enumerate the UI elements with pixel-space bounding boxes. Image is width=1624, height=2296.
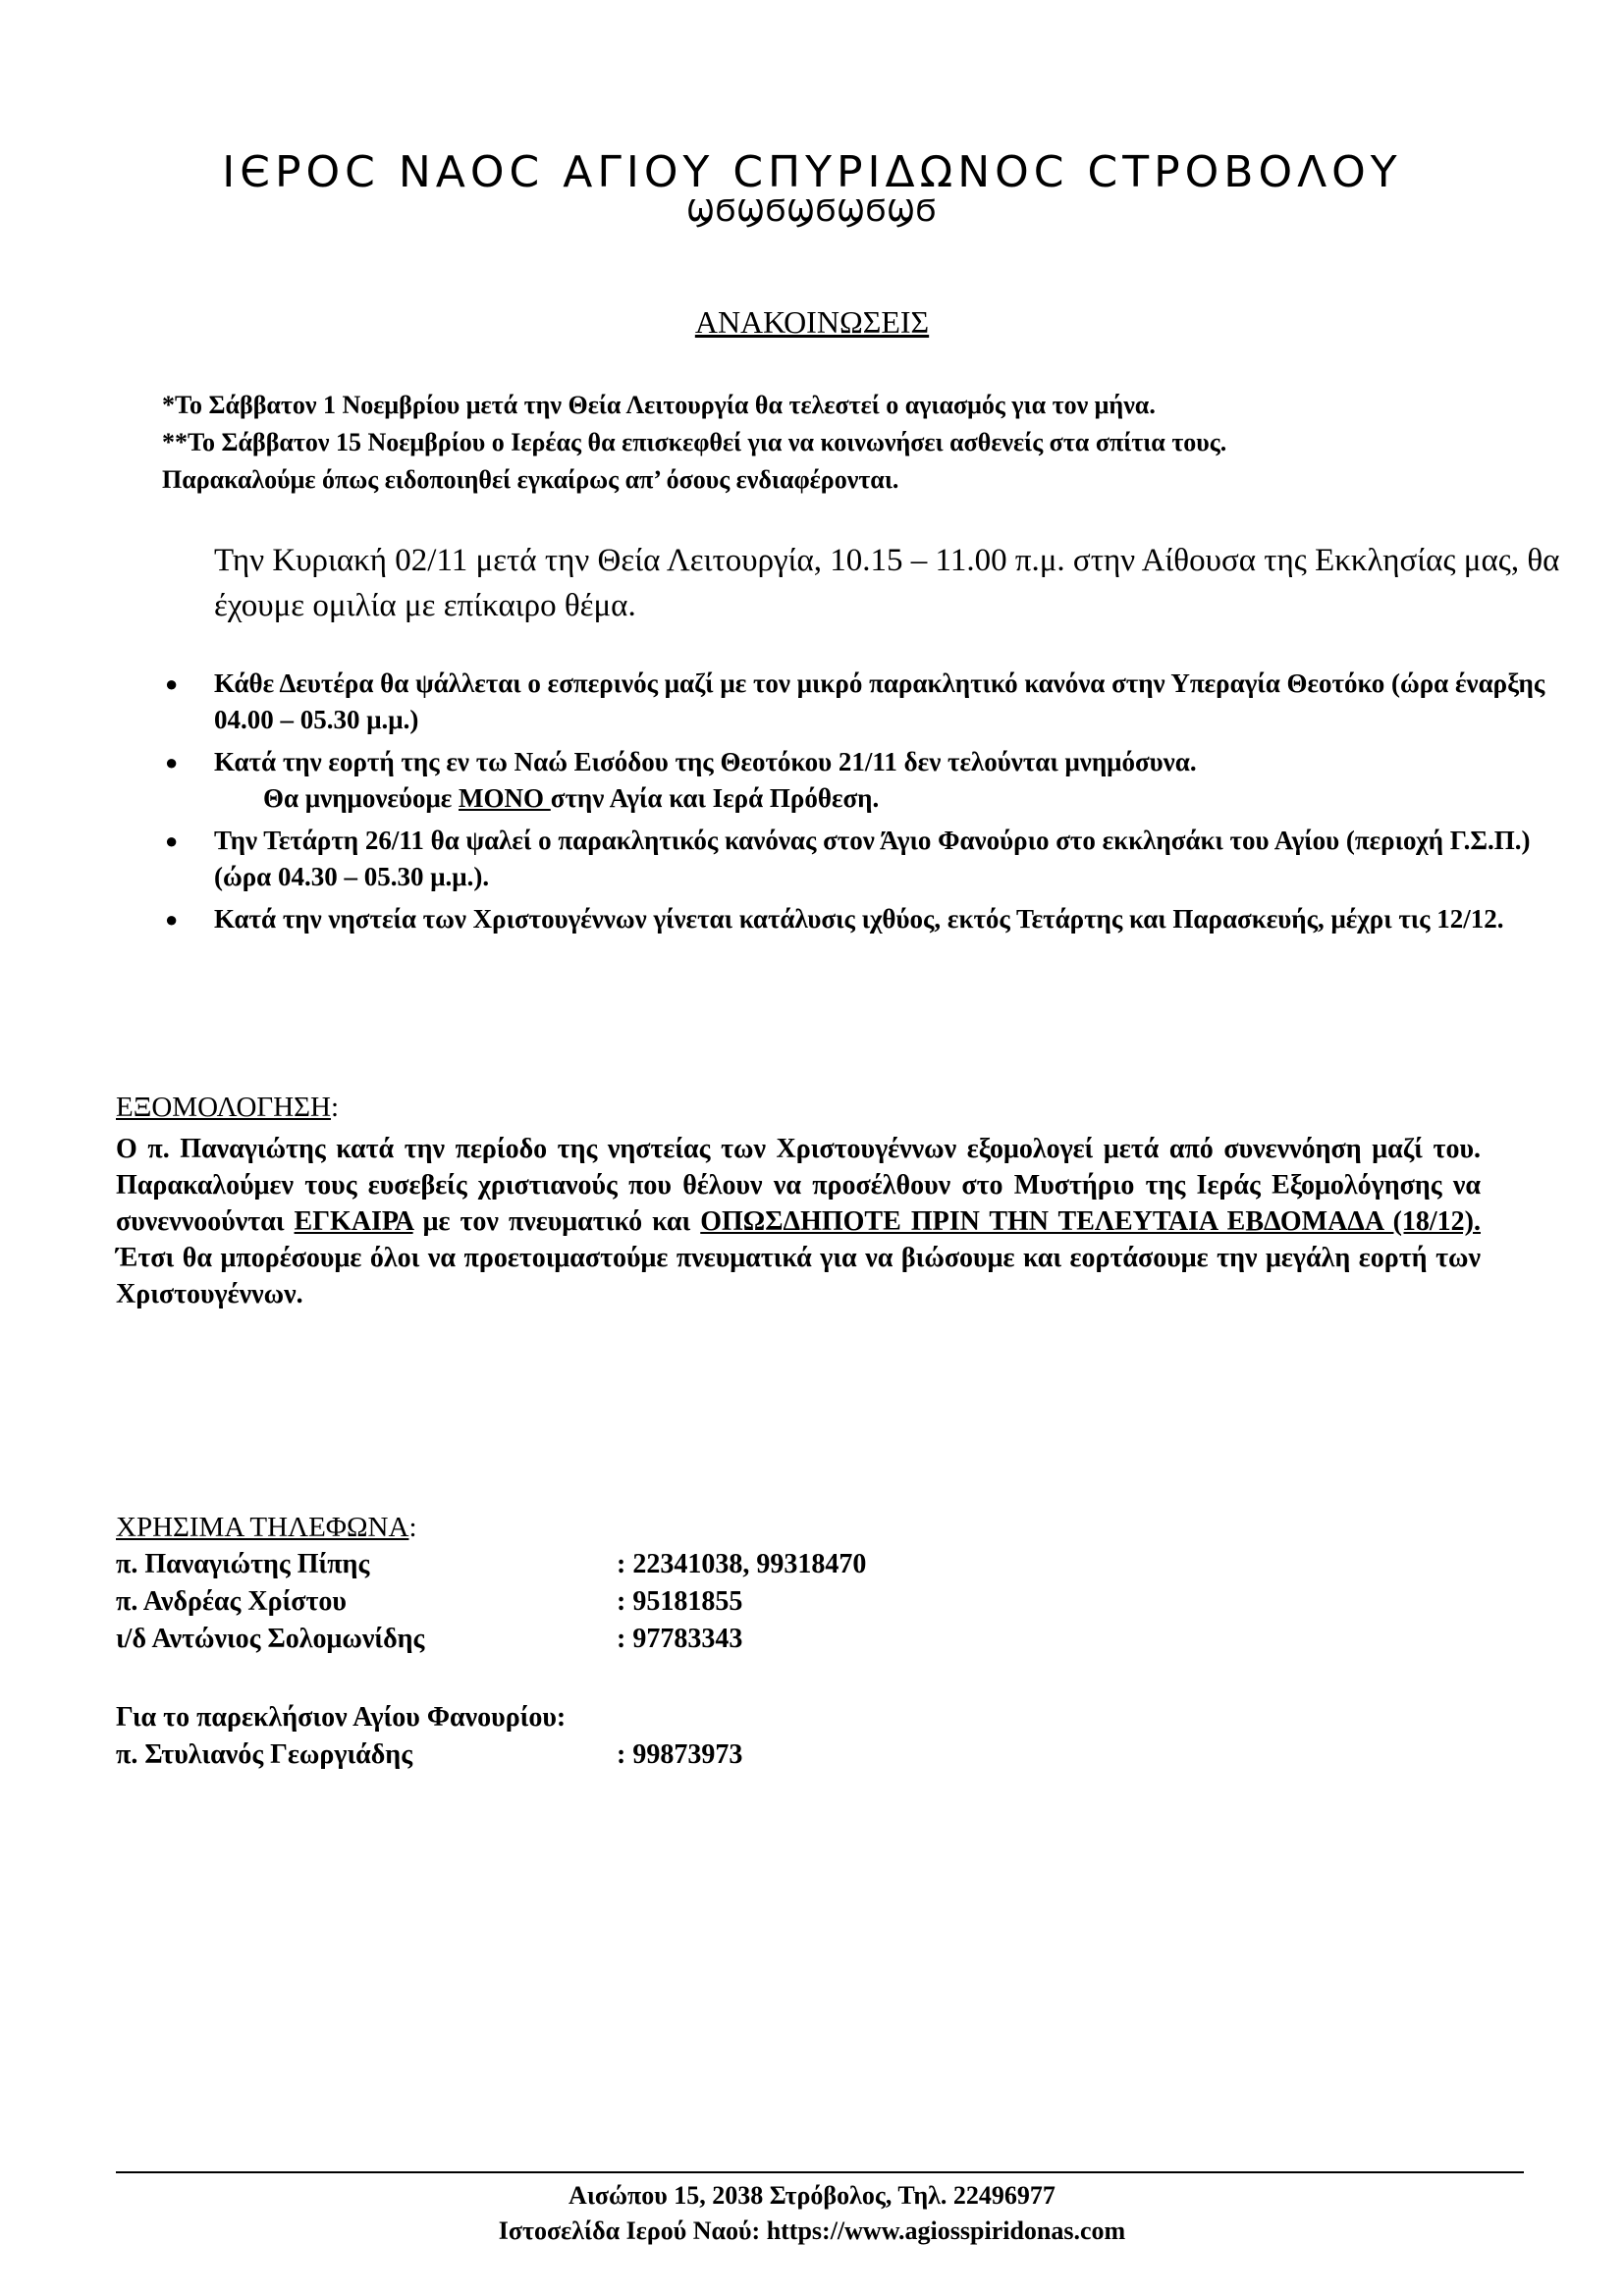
lecture-announcement: Την Κυριακή 02/11 μετά την Θεία Λειτουργία, 10.15 – 11.00 π.μ. στην Αίθουσα της Εκκλησίας μας, θα έχουμε ομιλία με επίκαιρο θέμα. [214, 543, 1560, 623]
footer-divider [116, 2171, 1524, 2173]
list-item [157, 744, 1571, 817]
memorial-text-pre: Θα μνημονεύομε [263, 783, 460, 813]
contact-number: : 99873973 [617, 1739, 743, 1770]
note-line-2: **Το Σάββατον 15 Νοεμβρίου ο Ιερέας θα επισκεφθεί για να κοινωνήσει ασθενείς στα σπίτια τους. [162, 428, 1227, 456]
memorial-text-post: στην Αγία και Ιερά Πρόθεση. [550, 783, 880, 813]
footer-address: Αισώπου 15, 2038 Στρόβολος, Τηλ. 22496977 [568, 2181, 1056, 2210]
confession-emphasis-deadline: ΟΠΩΣΔΗΠΟΤΕ ΠΡΙΝ ΤΗΝ ΤΕΛΕΥΤΑΙΑ ΕΒΔΟΜΑΔΑ (18/12). [700, 1206, 1481, 1237]
contact-name: π. Ανδρέας Χρίστου [116, 1586, 347, 1617]
bullet-icon: ● [165, 907, 179, 932]
list-item-text: Κατά την εορτή της εν τω Ναώ Εισόδου της Θεοτόκου 21/11 δεν τελούνται μνημόσυνα. [214, 747, 1197, 776]
contact-number: : 95181855 [617, 1586, 743, 1617]
phones-heading-colon: : [408, 1512, 417, 1543]
list-item-text: Την Τετάρτη 26/11 θα ψαλεί ο παρακλητικός κανόνας στον Άγιο Φανούριο στο εκκλησάκι του Αγίου (περιοχή Γ.Σ.Π.) (ώρα 04.30 – 05.30 μ.μ.). [214, 826, 1531, 891]
list-item-text: Κάθε Δευτέρα θα ψάλλεται ο εσπερινός μαζί με τον μικρό παρακλητικό κανόνα στην Υπεραγία Θεοτόκο (ώρα έναρξης 04.00 – 05.30 μ.μ.) [214, 668, 1545, 734]
confession-text: Έτσι θα μπορέσουμε όλοι να προετοιμαστούμε πνευματικά για να βιώσουμε και εορτάσουμε την μεγάλη εορτή των Χριστουγέννων. [116, 1243, 1481, 1309]
announcement-list [157, 666, 1571, 943]
contact-name: π. Παναγιώτης Πίπης [116, 1549, 370, 1579]
announcements-heading: ΑΝΑΚΟΙΝΩΣΕΙΣ [694, 304, 930, 340]
memorial-emphasis: ΜΟΝΟ [459, 783, 551, 813]
note-line-1: *Το Σάββατον 1 Νοεμβρίου μετά την Θεία Λειτουργία θα τελεστεί ο αγιασμός για τον μήνα. [162, 391, 1156, 419]
list-item-subline [214, 780, 1571, 817]
list-item-text: Κατά την νηστεία των Χριστουγέννων γίνεται κατάλυσις ιχθύος, εκτός Τετάρτης και Παρασκευής, μέχρι τις 12/12. [214, 904, 1504, 934]
confession-emphasis-timely: ΕΓΚΑΙΡΑ [294, 1206, 413, 1237]
church-title: ΙЄΡΟϹ ΝΑΟϹ ΑΓΙΟΥ ϹΠΥΡΙΔΩΝΟϹ ϹΤΡΟΒΟΛΟΥ [222, 147, 1402, 197]
contact-number: : 97783343 [617, 1624, 743, 1654]
chapel-label: Για το παρεκλήσιον Αγίου Φανουρίου: [116, 1702, 567, 1733]
contact-number: : 22341038, 99318470 [617, 1549, 867, 1579]
bullet-icon: ● [165, 671, 179, 696]
confession-paragraph [116, 1131, 1481, 1312]
contact-name: ι/δ Αντώνιος Σολομωνίδης [116, 1624, 425, 1654]
title-ornament: ϢϬϢϬϢϬϢϬϢϬ [686, 194, 938, 229]
confession-heading-text: ΕΞΟΜΟΛΟΓΗΣΗ [116, 1092, 331, 1123]
footer-website: Ιστοσελίδα Ιερού Ναού: https://www.agiosspiridonas.com [498, 2216, 1126, 2245]
list-item [157, 666, 1571, 738]
list-item [157, 823, 1571, 895]
confession-text: Ο π. Παναγιώτης κατά την περίοδο της νηστείας των Χριστουγέννων εξομολογεί μετά από συνεννόηση μαζί του. Παρακαλούμεν τους ευσεβείς χριστιανούς που θέλουν να προσέλθουν στο Μυστήριο της Ιεράς Εξομολόγησης να συνεννοούνται [116, 1134, 1481, 1237]
confession-heading-colon: : [330, 1092, 340, 1123]
phones-heading [116, 1512, 417, 1544]
contact-name: π. Στυλιανός Γεωργιάδης [116, 1739, 413, 1770]
bullet-icon: ● [165, 750, 179, 774]
phones-heading-text: ΧΡΗΣΙΜΑ ΤΗΛΕΦΩΝΑ [116, 1512, 409, 1543]
note-line-3: Παρακαλούμε όπως ειδοποιηθεί εγκαίρως απ’ όσους ενδιαφέρονται. [162, 465, 899, 494]
confession-heading [116, 1092, 339, 1124]
list-item [157, 901, 1571, 937]
bullet-icon: ● [165, 828, 179, 853]
confession-text: με τον πνευματικό και [412, 1206, 701, 1237]
